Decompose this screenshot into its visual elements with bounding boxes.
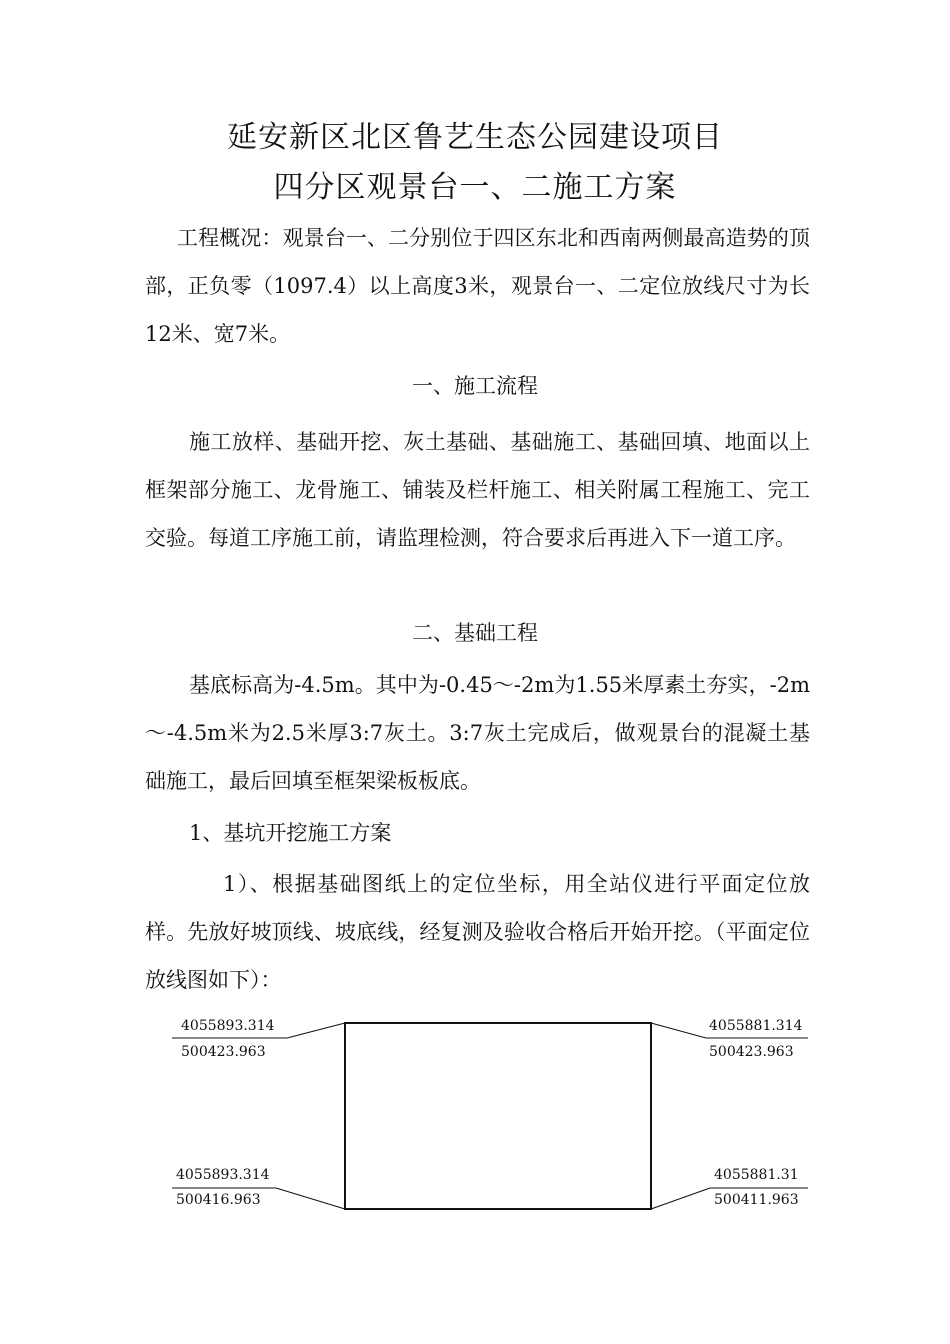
- document-title-line1: 延安新区北区鲁艺生态公园建设项目: [227, 120, 723, 155]
- step1-paragraph: 1）、根据基础图纸上的定位坐标，用全站仪进行平面定位放样。先放好坡顶线、坡底线，经复测及验收合格后开始开挖。（平面定位放线图如下）：: [145, 872, 810, 992]
- coord-top-right-x: 4055881.314: [709, 1018, 803, 1034]
- section2-heading: 二、基础工程: [412, 621, 538, 645]
- section1-heading: 一、施工流程: [412, 374, 538, 398]
- coord-bottom-left-x: 4055893.314: [176, 1167, 270, 1183]
- section1-paragraph: 施工放样、基础开挖、灰土基础、基础施工、基础回填、地面以上框架部分施工、龙骨施工、铺装及栏杆施工、相关附属工程施工、完工交验。每道工序施工前，请监理检测，符合要求后再进入下一道工序。: [145, 430, 810, 550]
- coord-bottom-right-x: 4055881.31: [714, 1167, 799, 1183]
- coord-top-right-y: 500423.963: [709, 1044, 794, 1060]
- coord-top-left-x: 4055893.314: [181, 1018, 275, 1034]
- coord-label-top-left: [172, 1018, 345, 1060]
- coord-label-bottom-left: [172, 1167, 345, 1209]
- coord-top-left-y: 500423.963: [181, 1044, 266, 1060]
- pit-outline-rect: [345, 1023, 651, 1209]
- coord-label-bottom-right: [651, 1167, 808, 1209]
- coord-bottom-left-y: 500416.963: [176, 1192, 261, 1208]
- coord-label-top-right: [651, 1018, 808, 1060]
- document-title-line2: 四分区观景台一、二施工方案: [273, 170, 677, 205]
- section2-paragraph: 基底标高为-4.5m。其中为-0.45～-2m为1.55米厚素土夯实，-2m～-4.5m米为2.5米厚3:7灰土。3:7灰土完成后，做观景台的混凝土基础施工，最后回填至框架梁板板底。: [145, 673, 810, 793]
- layout-diagram: [0, 1000, 950, 1230]
- coord-bottom-right-y: 500411.963: [714, 1192, 799, 1208]
- subsection1-heading: 1、基坑开挖施工方案: [189, 821, 392, 845]
- overview-paragraph: 工程概况：观景台一、二分别位于四区东北和西南两侧最高造势的顶部，正负零（1097.4）以上高度3米，观景台一、二定位放线尺寸为长12米、宽7米。: [145, 226, 810, 346]
